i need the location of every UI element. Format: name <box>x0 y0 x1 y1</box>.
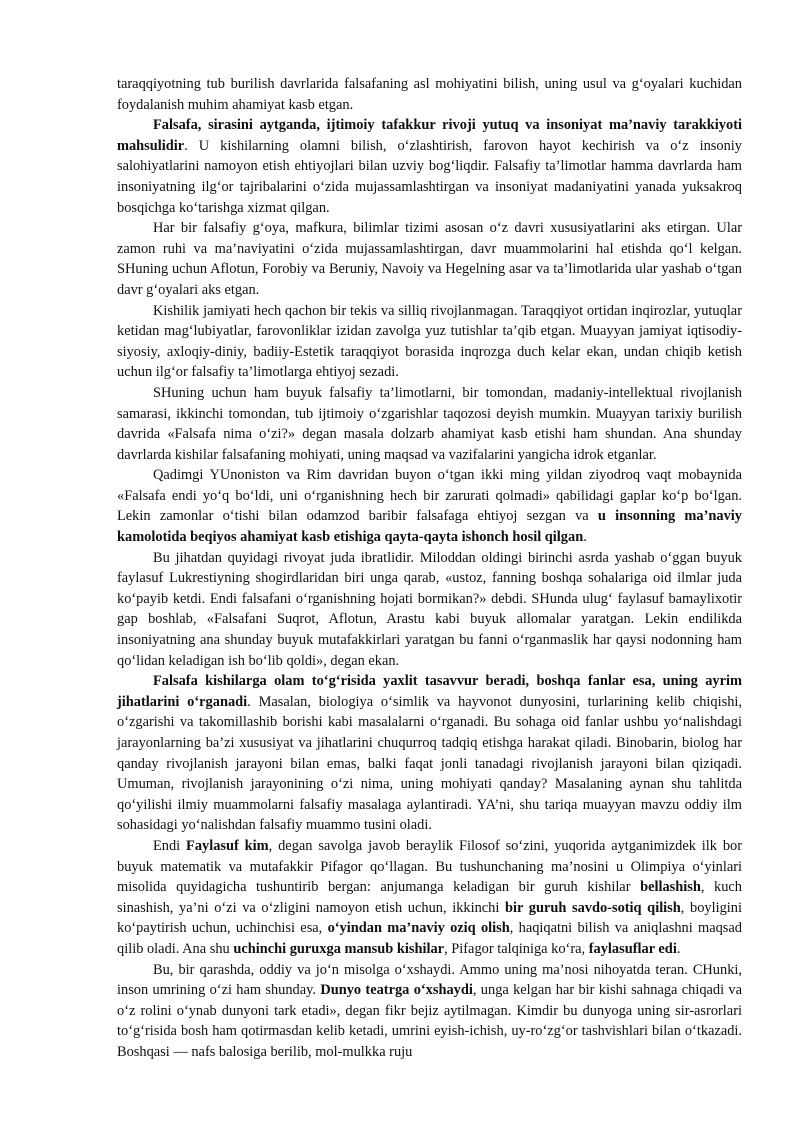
paragraph <box>117 301 742 383</box>
text-run: , degan savolga javob beraylik Filosof so‘zini, yuqorida aytganimizdek ilk bor buyuk matematik va mutafakkir Pifagor qo‘llagan. Bu tushunchaning ma’nosini u Olimpiya o‘yinlari misolida quyidagicha tushuntirib bergan: anjumanga keladigan bir guruh kishilar <box>117 837 742 896</box>
text-run: . <box>676 940 681 957</box>
text-run: SHuning uchun ham buyuk falsafiy ta’limotlarni, bir tomondan, madaniy-intellektual rivojlanish samarasi, ikkinchi tomondan, tub ijtimoiy o‘zgarishlar taqozosi deyish mumkin. Muayyan tarixiy burilish davrida «Falsafa nima o‘zi?» degan masala dolzarb ahamiyat kasb etishi ham shundan. Ana shunday davrlarda kishilar falsafaning mohiyati, uning maqsad va vazifalarini yangicha idrok etganlar. <box>117 384 742 463</box>
text-run: , haqiqatni bilish va aniqlashni maqsad qilib oladi. Ana shu <box>117 920 742 957</box>
text-run: , boyligini ko‘paytirish uchun, uchinchisi esa, <box>117 899 742 937</box>
text-run: . <box>583 529 587 546</box>
bold-text: Dunyo teatrga o‘xshaydi <box>320 982 473 999</box>
text-run: . Masalan, biologiya o‘simlik va hayvonot dunyosini, turlarining kelib chiqishi, o‘zgarishi va takomillashib borishi kabi masalalarni o‘rganadi. Bu sohaga oid fanlar ushbu yo‘nalishdagi jarayonlarning ba’zi xususiyat va jihatlarini chuqurroq tadqiq etishga harakat qiladi. Binobarin, biolog har qanday rivojlanish jarayoni bilan emas, balki faqat jonli tanadagi rivojlanish jarayoni bilan qiziqadi. Umuman, rivojlanish jarayonining o‘zi nima, uning mohiyati qanday? Masalaning aynan shu tahlitda qo‘yilishi ilmiy muammolarni falsafiy masalaga aylantiradi. YA’ni, shu tariqa muayyan mavzu oddiy ilm sohasidagi yo‘nalishdan falsafiy muammo tusini oladi. <box>117 693 742 834</box>
text-run: Bu jihatdan quyidagi rivoyat juda ibratlidir. Miloddan oldingi birinchi asrda yashab o‘ggan buyuk faylasuf Lukrestiyning shogirdlaridan biri unga qarab, «ustoz, fanning boshqa sohalariga oid ilmlar juda ko‘payib ketdi. Endi falsafani o‘rganishning hojati bormikan?» debdi. SHunda ulug‘ faylasuf bamaylixotir gap boshlab, «Falsafani Suqrot, Aflotun, Arastu kabi buyuk allomalar yaratgan. Lekin endilikda insoniyatning ana shunday buyuk mutafakkirlari yaratgan bu fanni o‘rganmaslik har qaysi nodonning ham qo‘lidan keladigan ish bo‘lib qoldi», degan ekan. <box>117 549 742 669</box>
paragraph <box>117 218 742 300</box>
bold-text: bir guruh savdo-sotiq qilish <box>505 899 681 916</box>
bold-text: uchinchi guruxga mansub kishilar <box>233 940 445 957</box>
bold-text: Falsafa kishilarga olam to‘g‘risida yaxlit tasavvur beradi, boshqa fanlar esa, uning ayrim jihatlarini o‘rganadi <box>117 673 742 710</box>
text-run: Qadimgi YUnoniston va Rim davridan buyon o‘tgan ikki ming yildan ziyodroq vaqt mobaynida «Falsafa endi yo‘q bo‘ldi, uni o‘rganishning hech bir zarurati qolmadi» qabilidagi gaplar ko‘p bo‘lgan. Lekin zamonlar o‘tishi bilan odamzod baribir falsafaga ehtiyoj sezgan va <box>117 467 742 525</box>
text-run: Har bir falsafiy g‘oya, mafkura, bilimlar tizimi asosan o‘z davri xususiyatlarini aks etirgan. Ular zamon ruhi va ma’naviyatini o‘zida mujassamlashtirgan, davr muammolarini hal etishda qo‘l kelgan. SHuning uchun Aflotun, Forobiy va Beruniy, Navoiy va Hegelning asar va ta’limotlarida ular yashab o‘tgan davr g‘oyalari aks etgan. <box>117 220 742 298</box>
bold-text: o‘yindan ma’naviy oziq olish <box>327 920 510 937</box>
paragraph <box>117 548 742 672</box>
bold-text: Faylasuf kim <box>186 837 269 854</box>
paragraph <box>117 383 742 465</box>
paragraph <box>117 74 742 115</box>
text-run: , unga kelgan har bir kishi sahnaga chiqadi va o‘z rolini o‘ynab dunyoni tark etadi», degan fikr bejiz aytilmagan. Kimdir bu dunyoga uning sir-asrorlari to‘g‘risida bosh ham qotirmasdan kelib ketadi, umrini eyish-ichish, uy-ro‘zg‘or tashvishlari bilan o‘tkazadi. Boshqasi — nafs balosiga berilib, mol-mulkka ruju <box>117 982 743 1060</box>
text-run: Kishilik jamiyati hech qachon bir tekis va silliq rivojlanmagan. Taraqqiyot ortidan inqirozlar, yutuqlar ketidan mag‘lubiyatlar, farovonliklar izidan zavolga yuz tutishlar ta’qib etgan. Muayyan jamiyat iqtisodiy-siyosiy, axloqiy-diniy, badiiy-Estetik taraqqiyot borasida inqrozga duch kelar ekan, undan chiqib ketish uchun ilg‘or falsafiy ta’limotlarga ehtiyoj sezadi. <box>117 302 742 381</box>
paragraph <box>117 960 742 1063</box>
bold-text: u insonning ma’naviy kamolotida beqiyos ahamiyat kasb etishiga qayta-qayta ishonch hosil qilgan <box>117 508 742 546</box>
text-run: Bu, bir qarashda, oddiy va jo‘n misolga o‘xshaydi. Ammo uning ma’nosi nihoyatda teran. CHunki, inson umrining o‘zi ham shunday. <box>117 961 742 999</box>
bold-text: bellashish <box>640 879 701 896</box>
text-run: taraqqiyotning tub burilish davrlarida falsafaning asl mohiyatini bilish, uning usul va g‘oyalari kuchidan foydalanish muhim ahamiyat kasb etgan. <box>117 76 742 113</box>
paragraph <box>117 671 742 836</box>
bold-text: Falsafa, sirasini aytganda, ijtimoiy tafakkur rivoji yutuq va insoniyat ma’naviy tarakkiyoti mahsulidir <box>117 117 742 154</box>
paragraph <box>117 465 742 547</box>
text-run: Endi <box>153 837 187 854</box>
bold-text: faylasuflar edi <box>588 940 677 957</box>
text-run: , kuch sinashish, ya’ni o‘zi va o‘zligini namoyon etish uchun, ikkinchi <box>117 879 742 916</box>
text-run: . U kishilarning olamni bilish, o‘zlashtirish, farovon hayot kechirish va o‘z insoniy salohiyatlarini namoyon etish ehtiyojlari bilan uzviy bog‘liqdir. Falsafiy ta’limotlar hamma davrlarda ham insoniyatning ilg‘or tajribalarini o‘zida mujassamlashtirgan va insoniyat madaniyatini yanada yuksakroq bosqichga ko‘tarishga xizmat qilgan. <box>117 137 742 216</box>
text-run: , Pifagor talqiniga ko‘ra, <box>444 940 589 957</box>
paragraph <box>117 115 742 218</box>
paragraph <box>117 836 742 960</box>
